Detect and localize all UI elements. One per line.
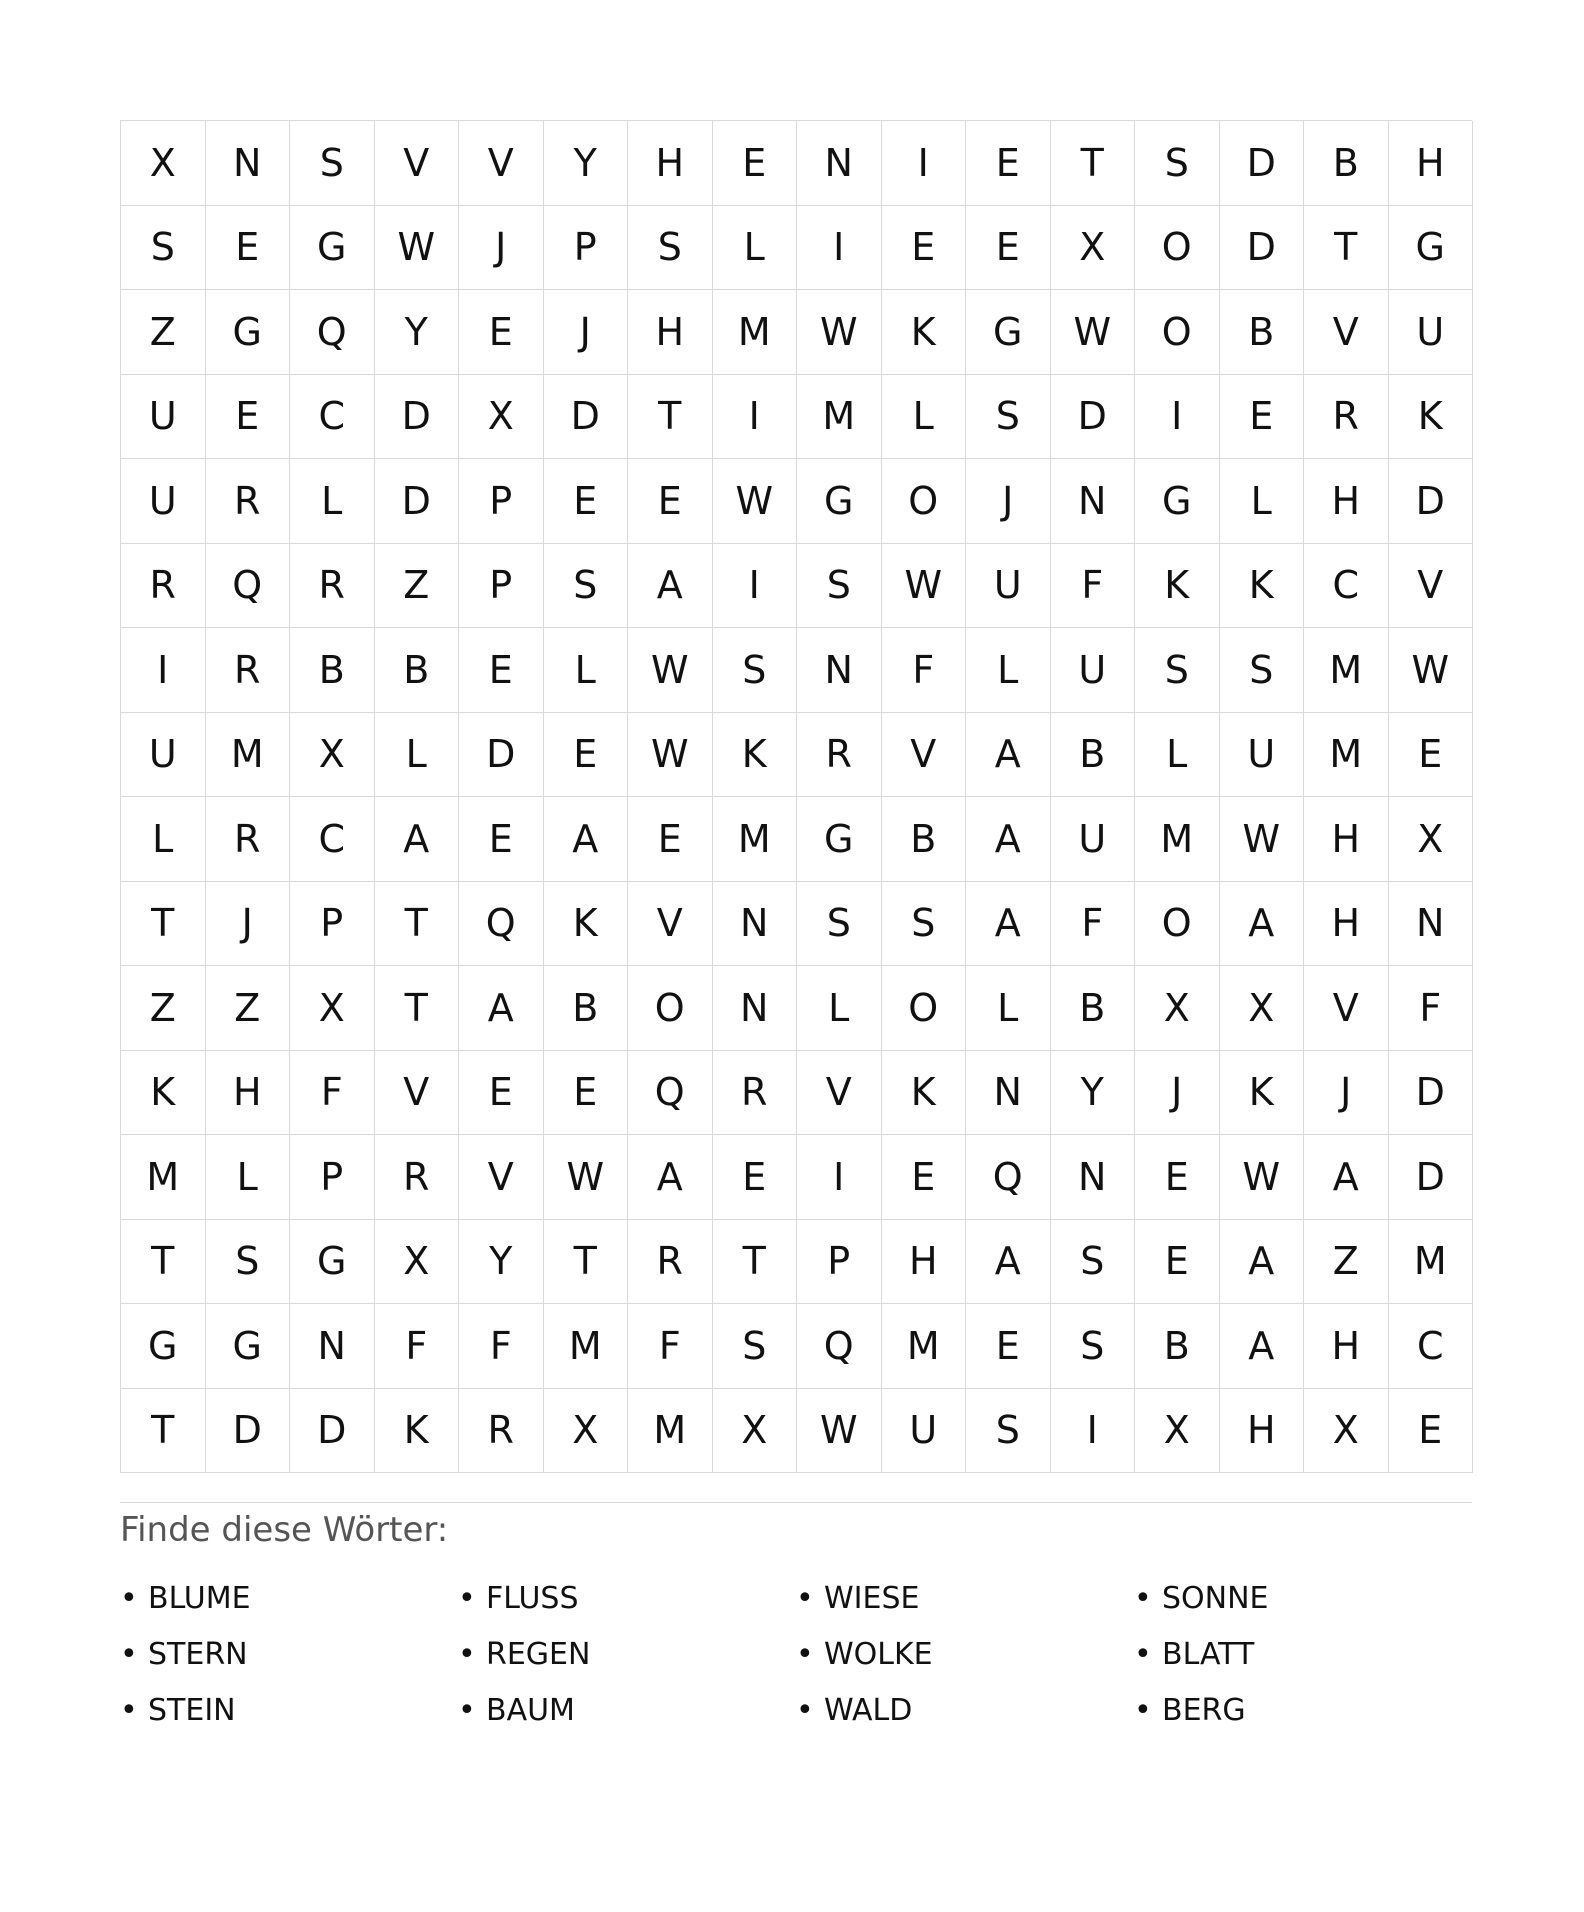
word-item-wiese [796, 1570, 1134, 1626]
grid-cell-r15-c3[interactable]: N [290, 1304, 375, 1389]
grid-cell-r8-c1[interactable]: U [121, 713, 206, 798]
grid-cell-r12-c4[interactable]: V [375, 1051, 460, 1136]
grid-cell-r1-c16[interactable]: H [1389, 121, 1474, 206]
grid-cell-r8-c6[interactable]: E [544, 713, 629, 798]
grid-cell-r13-c12[interactable]: N [1051, 1135, 1136, 1220]
bullet-icon: • [1134, 1692, 1152, 1728]
grid-cell-r7-c13[interactable]: S [1135, 628, 1220, 713]
grid-cell-r3-c1[interactable]: Z [121, 290, 206, 375]
grid-cell-r16-c8[interactable]: X [713, 1389, 798, 1474]
grid-cell-r5-c13[interactable]: G [1135, 459, 1220, 544]
grid-cell-r8-c8[interactable]: K [713, 713, 798, 798]
word-label: REGEN [486, 1636, 591, 1672]
grid-cell-r3-c9[interactable]: W [797, 290, 882, 375]
grid-cell-r15-c7[interactable]: F [628, 1304, 713, 1389]
grid-cell-r16-c11[interactable]: S [966, 1389, 1051, 1474]
grid-cell-r14-c11[interactable]: A [966, 1220, 1051, 1305]
word-label: STERN [148, 1636, 248, 1672]
word-item-stein [120, 1682, 458, 1738]
grid-cell-r4-c8[interactable]: I [713, 375, 798, 460]
grid-cell-r7-c14[interactable]: S [1220, 628, 1305, 713]
grid-cell-r8-c14[interactable]: U [1220, 713, 1305, 798]
grid-cell-r4-c4[interactable]: D [375, 375, 460, 460]
grid-cell-r2-c15[interactable]: T [1304, 206, 1389, 291]
grid-cell-r1-c8[interactable]: E [713, 121, 798, 206]
grid-cell-r9-c5[interactable]: E [459, 797, 544, 882]
grid-cell-r2-c1[interactable]: S [121, 206, 206, 291]
word-label: BAUM [486, 1692, 575, 1728]
grid-cell-r13-c9[interactable]: I [797, 1135, 882, 1220]
word-list-title: Finde diese Wörter: [120, 1510, 449, 1550]
grid-cell-r10-c6[interactable]: K [544, 882, 629, 967]
grid-cell-r14-c14[interactable]: A [1220, 1220, 1305, 1305]
grid-cell-r15-c12[interactable]: S [1051, 1304, 1136, 1389]
grid-cell-r14-c9[interactable]: P [797, 1220, 882, 1305]
grid-cell-r12-c9[interactable]: V [797, 1051, 882, 1136]
grid-cell-r5-c14[interactable]: L [1220, 459, 1305, 544]
grid-cell-r6-c3[interactable]: R [290, 544, 375, 629]
grid-cell-r13-c3[interactable]: P [290, 1135, 375, 1220]
word-label: BLATT [1162, 1636, 1255, 1672]
grid-cell-r16-c3[interactable]: D [290, 1389, 375, 1474]
word-item-stern [120, 1626, 458, 1682]
grid-cell-r15-c10[interactable]: M [882, 1304, 967, 1389]
grid-cell-r6-c13[interactable]: K [1135, 544, 1220, 629]
grid-cell-r2-c7[interactable]: S [628, 206, 713, 291]
grid-cell-r2-c16[interactable]: G [1389, 206, 1474, 291]
grid-cell-r3-c11[interactable]: G [966, 290, 1051, 375]
grid-cell-r2-c2[interactable]: E [206, 206, 291, 291]
grid-cell-r12-c5[interactable]: E [459, 1051, 544, 1136]
grid-cell-r15-c6[interactable]: M [544, 1304, 629, 1389]
grid-cell-r15-c9[interactable]: Q [797, 1304, 882, 1389]
grid-cell-r3-c10[interactable]: K [882, 290, 967, 375]
grid-cell-r13-c8[interactable]: E [713, 1135, 798, 1220]
grid-cell-r5-c11[interactable]: J [966, 459, 1051, 544]
grid-cell-r3-c14[interactable]: B [1220, 290, 1305, 375]
grid-cell-r8-c3[interactable]: X [290, 713, 375, 798]
grid-cell-r11-c1[interactable]: Z [121, 966, 206, 1051]
grid-cell-r10-c15[interactable]: H [1304, 882, 1389, 967]
grid-cell-r6-c2[interactable]: Q [206, 544, 291, 629]
grid-cell-r11-c15[interactable]: V [1304, 966, 1389, 1051]
grid-cell-r9-c10[interactable]: B [882, 797, 967, 882]
word-item-berg [1134, 1682, 1472, 1738]
grid-cell-r12-c6[interactable]: E [544, 1051, 629, 1136]
grid-cell-r12-c2[interactable]: H [206, 1051, 291, 1136]
bullet-icon: • [458, 1692, 476, 1728]
grid-cell-r1-c9[interactable]: N [797, 121, 882, 206]
grid-cell-r1-c3[interactable]: S [290, 121, 375, 206]
divider [120, 1502, 1472, 1503]
grid-cell-r7-c8[interactable]: S [713, 628, 798, 713]
grid-cell-r11-c7[interactable]: O [628, 966, 713, 1051]
bullet-icon: • [1134, 1580, 1152, 1616]
grid-cell-r3-c16[interactable]: U [1389, 290, 1474, 375]
grid-cell-r7-c1[interactable]: I [121, 628, 206, 713]
bullet-icon: • [120, 1580, 138, 1616]
grid-cell-r8-c11[interactable]: A [966, 713, 1051, 798]
grid-cell-r15-c11[interactable]: E [966, 1304, 1051, 1389]
grid-cell-r4-c6[interactable]: D [544, 375, 629, 460]
grid-cell-r3-c15[interactable]: V [1304, 290, 1389, 375]
grid-cell-r2-c11[interactable]: E [966, 206, 1051, 291]
grid-cell-r7-c6[interactable]: L [544, 628, 629, 713]
grid-cell-r3-c8[interactable]: M [713, 290, 798, 375]
grid-cell-r6-c12[interactable]: F [1051, 544, 1136, 629]
grid-cell-r7-c3[interactable]: B [290, 628, 375, 713]
grid-cell-r16-c10[interactable]: U [882, 1389, 967, 1474]
grid-cell-r7-c16[interactable]: W [1389, 628, 1474, 713]
grid-cell-r12-c7[interactable]: Q [628, 1051, 713, 1136]
grid-cell-r13-c10[interactable]: E [882, 1135, 967, 1220]
grid-cell-r16-c14[interactable]: H [1220, 1389, 1305, 1474]
grid-cell-r4-c3[interactable]: C [290, 375, 375, 460]
grid-cell-r9-c12[interactable]: U [1051, 797, 1136, 882]
grid-cell-r14-c10[interactable]: H [882, 1220, 967, 1305]
grid-cell-r9-c3[interactable]: C [290, 797, 375, 882]
grid-cell-r12-c11[interactable]: N [966, 1051, 1051, 1136]
grid-cell-r10-c13[interactable]: O [1135, 882, 1220, 967]
grid-cell-r12-c12[interactable]: Y [1051, 1051, 1136, 1136]
grid-cell-r9-c1[interactable]: L [121, 797, 206, 882]
grid-cell-r8-c2[interactable]: M [206, 713, 291, 798]
grid-cell-r13-c2[interactable]: L [206, 1135, 291, 1220]
grid-cell-r9-c4[interactable]: A [375, 797, 460, 882]
grid-cell-r5-c16[interactable]: D [1389, 459, 1474, 544]
grid-cell-r1-c5[interactable]: V [459, 121, 544, 206]
grid-cell-r13-c4[interactable]: R [375, 1135, 460, 1220]
grid-cell-r5-c10[interactable]: O [882, 459, 967, 544]
grid-cell-r6-c9[interactable]: S [797, 544, 882, 629]
grid-cell-r14-c6[interactable]: T [544, 1220, 629, 1305]
grid-cell-r5-c1[interactable]: U [121, 459, 206, 544]
grid-cell-r11-c8[interactable]: N [713, 966, 798, 1051]
grid-cell-r13-c14[interactable]: W [1220, 1135, 1305, 1220]
grid-cell-r10-c11[interactable]: A [966, 882, 1051, 967]
grid-cell-r9-c13[interactable]: M [1135, 797, 1220, 882]
grid-cell-r14-c2[interactable]: S [206, 1220, 291, 1305]
grid-cell-r4-c9[interactable]: M [797, 375, 882, 460]
bullet-icon: • [458, 1580, 476, 1616]
grid-cell-r13-c13[interactable]: E [1135, 1135, 1220, 1220]
grid-cell-r13-c1[interactable]: M [121, 1135, 206, 1220]
letter-grid [120, 120, 1472, 1473]
grid-cell-r9-c16[interactable]: X [1389, 797, 1474, 882]
grid-cell-r16-c6[interactable]: X [544, 1389, 629, 1474]
grid-cell-r12-c14[interactable]: K [1220, 1051, 1305, 1136]
grid-cell-r2-c4[interactable]: W [375, 206, 460, 291]
grid-cell-r11-c11[interactable]: L [966, 966, 1051, 1051]
grid-cell-r4-c14[interactable]: E [1220, 375, 1305, 460]
grid-cell-r11-c4[interactable]: T [375, 966, 460, 1051]
grid-cell-r1-c6[interactable]: Y [544, 121, 629, 206]
grid-cell-r9-c7[interactable]: E [628, 797, 713, 882]
grid-cell-r15-c2[interactable]: G [206, 1304, 291, 1389]
grid-cell-r8-c4[interactable]: L [375, 713, 460, 798]
word-item-baum [458, 1682, 796, 1738]
grid-cell-r5-c8[interactable]: W [713, 459, 798, 544]
grid-cell-r1-c10[interactable]: I [882, 121, 967, 206]
grid-cell-r4-c13[interactable]: I [1135, 375, 1220, 460]
grid-cell-r6-c16[interactable]: V [1389, 544, 1474, 629]
word-item-wolke [796, 1626, 1134, 1682]
grid-cell-r4-c16[interactable]: K [1389, 375, 1474, 460]
grid-cell-r10-c8[interactable]: N [713, 882, 798, 967]
grid-cell-r16-c7[interactable]: M [628, 1389, 713, 1474]
grid-cell-r15-c4[interactable]: F [375, 1304, 460, 1389]
grid-cell-r11-c10[interactable]: O [882, 966, 967, 1051]
grid-cell-r12-c10[interactable]: K [882, 1051, 967, 1136]
grid-cell-r6-c8[interactable]: I [713, 544, 798, 629]
grid-cell-r5-c4[interactable]: D [375, 459, 460, 544]
grid-cell-r7-c15[interactable]: M [1304, 628, 1389, 713]
word-label: STEIN [148, 1692, 236, 1728]
grid-cell-r4-c5[interactable]: X [459, 375, 544, 460]
grid-cell-r7-c12[interactable]: U [1051, 628, 1136, 713]
grid-cell-r4-c1[interactable]: U [121, 375, 206, 460]
grid-cell-r9-c11[interactable]: A [966, 797, 1051, 882]
grid-cell-r5-c12[interactable]: N [1051, 459, 1136, 544]
grid-cell-r1-c15[interactable]: B [1304, 121, 1389, 206]
grid-cell-r16-c2[interactable]: D [206, 1389, 291, 1474]
grid-cell-r10-c5[interactable]: Q [459, 882, 544, 967]
word-label: FLUSS [486, 1580, 579, 1616]
grid-cell-r8-c12[interactable]: B [1051, 713, 1136, 798]
grid-cell-r2-c14[interactable]: D [1220, 206, 1305, 291]
grid-cell-r2-c6[interactable]: P [544, 206, 629, 291]
grid-cell-r4-c10[interactable]: L [882, 375, 967, 460]
grid-cell-r7-c4[interactable]: B [375, 628, 460, 713]
grid-cell-r2-c8[interactable]: L [713, 206, 798, 291]
word-item-wald [796, 1682, 1134, 1738]
grid-cell-r16-c9[interactable]: W [797, 1389, 882, 1474]
bullet-icon: • [120, 1636, 138, 1672]
grid-cell-r9-c2[interactable]: R [206, 797, 291, 882]
grid-cell-r1-c11[interactable]: E [966, 121, 1051, 206]
grid-cell-r6-c5[interactable]: P [459, 544, 544, 629]
grid-cell-r16-c1[interactable]: T [121, 1389, 206, 1474]
grid-cell-r3-c12[interactable]: W [1051, 290, 1136, 375]
grid-cell-r4-c15[interactable]: R [1304, 375, 1389, 460]
word-label: WIESE [824, 1580, 920, 1616]
grid-cell-r14-c16[interactable]: M [1389, 1220, 1474, 1305]
grid-cell-r1-c1[interactable]: X [121, 121, 206, 206]
grid-cell-r5-c2[interactable]: R [206, 459, 291, 544]
grid-cell-r16-c13[interactable]: X [1135, 1389, 1220, 1474]
grid-cell-r15-c14[interactable]: A [1220, 1304, 1305, 1389]
grid-cell-r11-c6[interactable]: B [544, 966, 629, 1051]
grid-cell-r2-c5[interactable]: J [459, 206, 544, 291]
grid-cell-r4-c7[interactable]: T [628, 375, 713, 460]
grid-cell-r10-c10[interactable]: S [882, 882, 967, 967]
grid-cell-r16-c16[interactable]: E [1389, 1389, 1474, 1474]
grid-cell-r7-c2[interactable]: R [206, 628, 291, 713]
grid-cell-r6-c11[interactable]: U [966, 544, 1051, 629]
grid-cell-r3-c5[interactable]: E [459, 290, 544, 375]
grid-cell-r3-c6[interactable]: J [544, 290, 629, 375]
grid-cell-r11-c13[interactable]: X [1135, 966, 1220, 1051]
grid-cell-r15-c13[interactable]: B [1135, 1304, 1220, 1389]
grid-cell-r16-c4[interactable]: K [375, 1389, 460, 1474]
grid-cell-r14-c15[interactable]: Z [1304, 1220, 1389, 1305]
bullet-icon: • [796, 1692, 814, 1728]
grid-cell-r1-c13[interactable]: S [1135, 121, 1220, 206]
grid-cell-r10-c12[interactable]: F [1051, 882, 1136, 967]
grid-cell-r15-c16[interactable]: C [1389, 1304, 1474, 1389]
grid-cell-r14-c1[interactable]: T [121, 1220, 206, 1305]
grid-cell-r6-c6[interactable]: S [544, 544, 629, 629]
grid-cell-r9-c6[interactable]: A [544, 797, 629, 882]
grid-cell-r14-c8[interactable]: T [713, 1220, 798, 1305]
grid-cell-r11-c14[interactable]: X [1220, 966, 1305, 1051]
grid-cell-r5-c6[interactable]: E [544, 459, 629, 544]
grid-cell-r6-c4[interactable]: Z [375, 544, 460, 629]
grid-cell-r14-c13[interactable]: E [1135, 1220, 1220, 1305]
grid-cell-r3-c2[interactable]: G [206, 290, 291, 375]
grid-cell-r8-c13[interactable]: L [1135, 713, 1220, 798]
grid-cell-r3-c4[interactable]: Y [375, 290, 460, 375]
grid-cell-r15-c1[interactable]: G [121, 1304, 206, 1389]
grid-cell-r8-c10[interactable]: V [882, 713, 967, 798]
word-label: SONNE [1162, 1580, 1269, 1616]
word-label: WALD [824, 1692, 913, 1728]
grid-cell-r11-c12[interactable]: B [1051, 966, 1136, 1051]
grid-cell-r12-c3[interactable]: F [290, 1051, 375, 1136]
grid-cell-r14-c3[interactable]: G [290, 1220, 375, 1305]
grid-cell-r6-c1[interactable]: R [121, 544, 206, 629]
grid-cell-r6-c14[interactable]: K [1220, 544, 1305, 629]
grid-cell-r5-c15[interactable]: H [1304, 459, 1389, 544]
word-list [120, 1570, 1472, 1738]
grid-cell-r15-c8[interactable]: S [713, 1304, 798, 1389]
grid-cell-r1-c4[interactable]: V [375, 121, 460, 206]
grid-cell-r14-c4[interactable]: X [375, 1220, 460, 1305]
grid-cell-r10-c4[interactable]: T [375, 882, 460, 967]
grid-cell-r13-c6[interactable]: W [544, 1135, 629, 1220]
grid-cell-r11-c9[interactable]: L [797, 966, 882, 1051]
grid-cell-r10-c3[interactable]: P [290, 882, 375, 967]
grid-cell-r14-c7[interactable]: R [628, 1220, 713, 1305]
word-item-blume [120, 1570, 458, 1626]
grid-cell-r15-c5[interactable]: F [459, 1304, 544, 1389]
grid-cell-r4-c12[interactable]: D [1051, 375, 1136, 460]
grid-cell-r7-c5[interactable]: E [459, 628, 544, 713]
grid-cell-r12-c1[interactable]: K [121, 1051, 206, 1136]
bullet-icon: • [1134, 1636, 1152, 1672]
grid-cell-r13-c7[interactable]: A [628, 1135, 713, 1220]
word-label: BLUME [148, 1580, 251, 1616]
grid-cell-r13-c15[interactable]: A [1304, 1135, 1389, 1220]
grid-cell-r10-c2[interactable]: J [206, 882, 291, 967]
grid-cell-r2-c9[interactable]: I [797, 206, 882, 291]
grid-cell-r11-c2[interactable]: Z [206, 966, 291, 1051]
grid-cell-r2-c3[interactable]: G [290, 206, 375, 291]
bullet-icon: • [458, 1636, 476, 1672]
word-label: WOLKE [824, 1636, 933, 1672]
word-label: BERG [1162, 1692, 1246, 1728]
grid-cell-r15-c15[interactable]: H [1304, 1304, 1389, 1389]
grid-cell-r13-c16[interactable]: D [1389, 1135, 1474, 1220]
grid-cell-r9-c9[interactable]: G [797, 797, 882, 882]
word-item-blatt [1134, 1626, 1472, 1682]
grid-cell-r10-c9[interactable]: S [797, 882, 882, 967]
grid-cell-r7-c11[interactable]: L [966, 628, 1051, 713]
grid-cell-r8-c9[interactable]: R [797, 713, 882, 798]
bullet-icon: • [796, 1636, 814, 1672]
grid-cell-r14-c12[interactable]: S [1051, 1220, 1136, 1305]
grid-cell-r13-c5[interactable]: V [459, 1135, 544, 1220]
grid-cell-r12-c16[interactable]: D [1389, 1051, 1474, 1136]
grid-cell-r4-c2[interactable]: E [206, 375, 291, 460]
grid-cell-r10-c1[interactable]: T [121, 882, 206, 967]
grid-cell-r9-c15[interactable]: H [1304, 797, 1389, 882]
grid-cell-r7-c7[interactable]: W [628, 628, 713, 713]
grid-cell-r8-c16[interactable]: E [1389, 713, 1474, 798]
grid-cell-r1-c14[interactable]: D [1220, 121, 1305, 206]
grid-cell-r12-c8[interactable]: R [713, 1051, 798, 1136]
grid-cell-r11-c16[interactable]: F [1389, 966, 1474, 1051]
grid-cell-r11-c5[interactable]: A [459, 966, 544, 1051]
grid-cell-r5-c3[interactable]: L [290, 459, 375, 544]
bullet-icon: • [796, 1580, 814, 1616]
word-item-sonne [1134, 1570, 1472, 1626]
grid-cell-r16-c15[interactable]: X [1304, 1389, 1389, 1474]
grid-cell-r1-c12[interactable]: T [1051, 121, 1136, 206]
grid-cell-r14-c5[interactable]: Y [459, 1220, 544, 1305]
grid-cell-r1-c2[interactable]: N [206, 121, 291, 206]
grid-cell-r7-c10[interactable]: F [882, 628, 967, 713]
grid-cell-r10-c16[interactable]: N [1389, 882, 1474, 967]
grid-cell-r1-c7[interactable]: H [628, 121, 713, 206]
grid-cell-r3-c3[interactable]: Q [290, 290, 375, 375]
grid-cell-r10-c14[interactable]: A [1220, 882, 1305, 967]
grid-cell-r6-c7[interactable]: A [628, 544, 713, 629]
grid-cell-r3-c7[interactable]: H [628, 290, 713, 375]
grid-cell-r6-c10[interactable]: W [882, 544, 967, 629]
grid-cell-r16-c12[interactable]: I [1051, 1389, 1136, 1474]
grid-cell-r16-c5[interactable]: R [459, 1389, 544, 1474]
grid-cell-r3-c13[interactable]: O [1135, 290, 1220, 375]
grid-cell-r9-c8[interactable]: M [713, 797, 798, 882]
grid-cell-r2-c13[interactable]: O [1135, 206, 1220, 291]
grid-cell-r2-c10[interactable]: E [882, 206, 967, 291]
grid-cell-r5-c5[interactable]: P [459, 459, 544, 544]
grid-cell-r8-c7[interactable]: W [628, 713, 713, 798]
grid-cell-r12-c13[interactable]: J [1135, 1051, 1220, 1136]
bullet-icon: • [120, 1692, 138, 1728]
grid-cell-r12-c15[interactable]: J [1304, 1051, 1389, 1136]
grid-cell-r11-c3[interactable]: X [290, 966, 375, 1051]
grid-cell-r13-c11[interactable]: Q [966, 1135, 1051, 1220]
grid-cell-r9-c14[interactable]: W [1220, 797, 1305, 882]
word-item-regen [458, 1626, 796, 1682]
word-item-fluss [458, 1570, 796, 1626]
grid-cell-r7-c9[interactable]: N [797, 628, 882, 713]
grid-cell-r10-c7[interactable]: V [628, 882, 713, 967]
grid-cell-r2-c12[interactable]: X [1051, 206, 1136, 291]
grid-cell-r6-c15[interactable]: C [1304, 544, 1389, 629]
grid-cell-r5-c9[interactable]: G [797, 459, 882, 544]
grid-cell-r5-c7[interactable]: E [628, 459, 713, 544]
word-search-puzzle [120, 120, 1472, 1473]
grid-cell-r4-c11[interactable]: S [966, 375, 1051, 460]
grid-cell-r8-c5[interactable]: D [459, 713, 544, 798]
grid-cell-r8-c15[interactable]: M [1304, 713, 1389, 798]
